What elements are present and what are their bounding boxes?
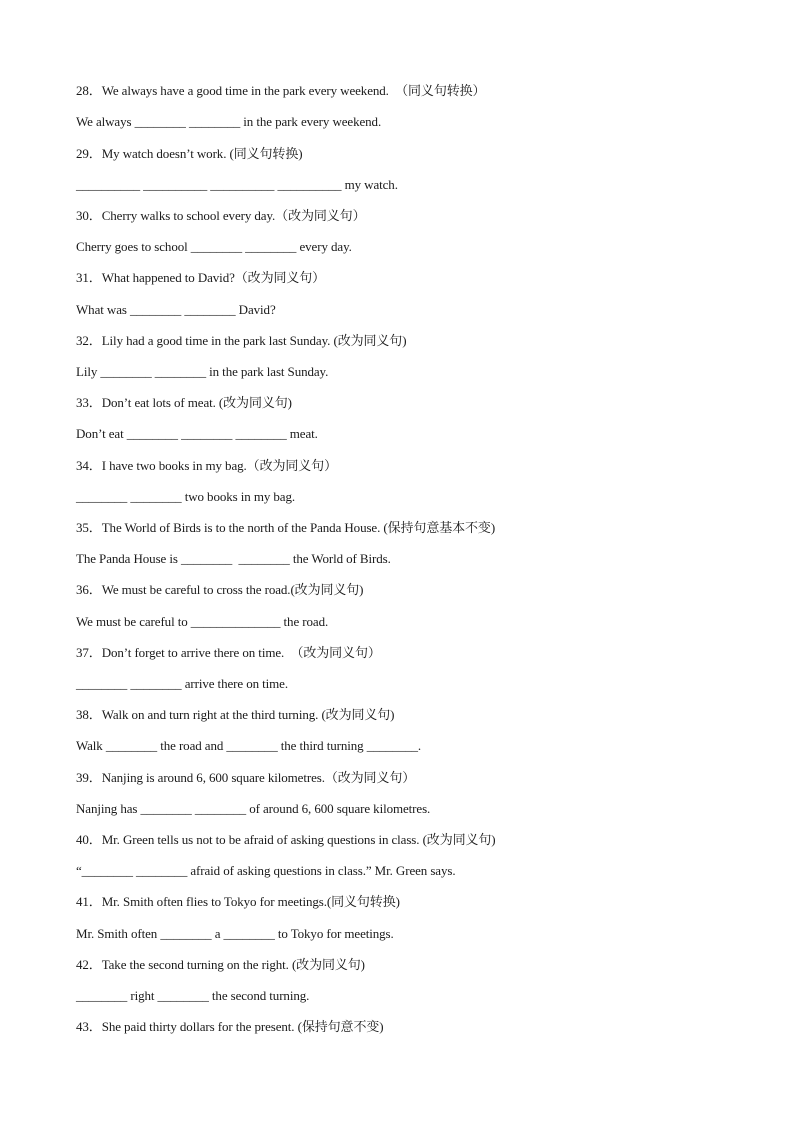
question-31: 31．What happened to David?（改为同义句） — [76, 270, 326, 285]
question-29: 29．My watch doesn’t work. (同义句转换) — [76, 146, 303, 161]
answer-line-39: Nanjing has ________ ________ of around 6, 600 square kilometres. — [76, 801, 431, 816]
question-33: 33．Don’t eat lots of meat. (改为同义句) — [76, 395, 292, 410]
question-43: 43．She paid thirty dollars for the present. (保持句意不变) — [76, 1019, 384, 1034]
answer-line-38: Walk ________ the road and ________ the third turning ________. — [76, 738, 422, 753]
question-32: 32．Lily had a good time in the park last Sunday. (改为同义句) — [76, 333, 407, 348]
question-42: 42．Take the second turning on the right. (改为同义句) — [76, 957, 365, 972]
question-41: 41．Mr. Smith often flies to Tokyo for meetings.(同义句转换) — [76, 894, 400, 909]
answer-line-34: ________ ________ two books in my bag. — [76, 489, 296, 504]
answer-line-35: The Panda House is ________ ________ the World of Birds. — [76, 551, 391, 566]
answer-line-33: Don’t eat ________ ________ ________ meat. — [76, 426, 318, 441]
answer-line-40: “________ ________ afraid of asking questions in class.” Mr. Green says. — [76, 863, 456, 878]
answer-line-32: Lily ________ ________ in the park last Sunday. — [76, 364, 329, 379]
answer-line-28: We always ________ ________ in the park every weekend. — [76, 114, 382, 129]
question-39: 39．Nanjing is around 6, 600 square kilometres.（改为同义句） — [76, 770, 416, 785]
answer-line-31: What was ________ ________ David? — [76, 302, 276, 317]
question-35: 35．The World of Birds is to the north of the Panda House. (保持句意基本不变) — [76, 520, 496, 535]
answer-line-30: Cherry goes to school ________ ________ every day. — [76, 239, 352, 254]
answer-line-37: ________ ________ arrive there on time. — [76, 676, 288, 691]
answer-line-36: We must be careful to ______________ the road. — [76, 614, 329, 629]
question-30: 30．Cherry walks to school every day.（改为同义句） — [76, 208, 366, 223]
answer-line-41: Mr. Smith often ________ a ________ to Tokyo for meetings. — [76, 926, 394, 941]
question-37: 37．Don’t forget to arrive there on time. （改为同义句） — [76, 645, 381, 660]
answer-line-42: ________ right ________ the second turning. — [76, 988, 310, 1003]
question-28: 28．We always have a good time in the park every weekend. （同义句转换） — [76, 83, 486, 98]
question-38: 38．Walk on and turn right at the third turning. (改为同义句) — [76, 707, 395, 722]
question-40: 40．Mr. Green tells us not to be afraid of asking questions in class. (改为同义句) — [76, 832, 496, 847]
question-34: 34．I have two books in my bag.（改为同义句） — [76, 458, 337, 473]
question-36: 36．We must be careful to cross the road.(改为同义句) — [76, 582, 364, 597]
answer-line-29: __________ __________ __________ __________ my watch. — [76, 177, 398, 192]
